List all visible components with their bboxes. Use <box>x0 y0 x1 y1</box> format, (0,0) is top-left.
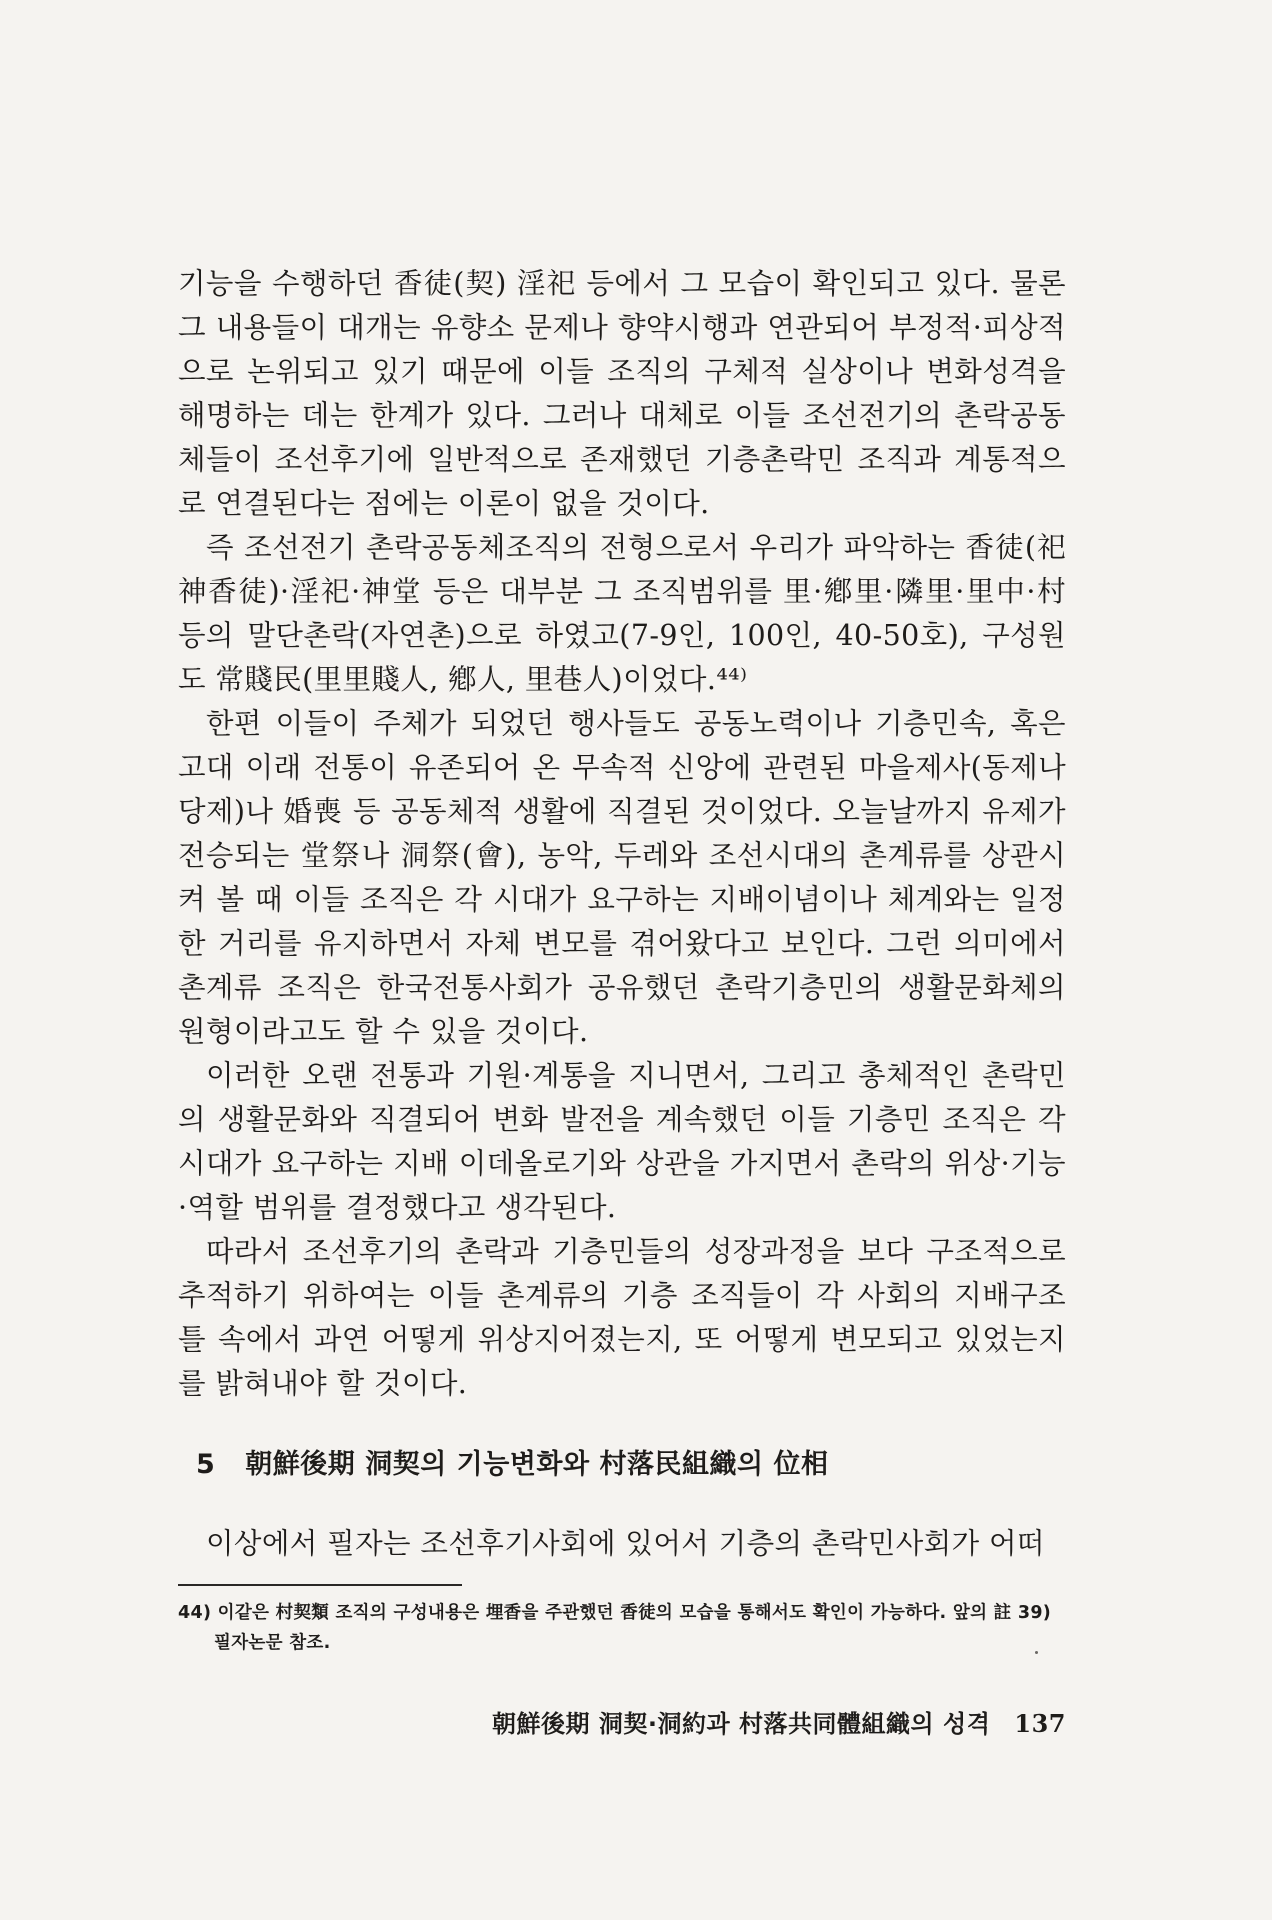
section-heading <box>196 1442 828 1481</box>
section-title: 朝鮮後期 洞契의 기능변화와 村落民組織의 位相 <box>245 1449 829 1480</box>
body-paragraph-4: 이러한 오랜 전통과 기원·계통을 지니면서, 그리고 총체적인 촌락민의 생활문화와 직결되어 변화 발전을 계속했던 이들 기층민 조직은 각 시대가 요구하는 지배 이데올로기와 상관을 가지면서 촌락의 위상·기능·역할 범위를 결정했다고 생각된다. <box>178 1059 1066 1224</box>
body-paragraph-2: 즉 조선전기 촌락공동체조직의 전형으로서 우리가 파악하는 香徒(祀神香徒)·淫祀·神堂 등은 대부분 그 조직범위를 里·鄕里·隣里·里中·村 등의 말단촌락(자연촌)으로 하였고(7-9인, 100인, 40-50호), 구성원도 常賤民(里里賤人, 鄕人, 里巷人)이었다.⁴⁴⁾ <box>178 531 1066 696</box>
page-number: 137 <box>1014 1709 1066 1738</box>
footnote-divider <box>178 1584 462 1586</box>
body-paragraph-3: 한편 이들이 주체가 되었던 행사들도 공동노력이나 기층민속, 혹은 고대 이래 전통이 유존되어 온 무속적 신앙에 관련된 마을제사(동제나 당제)나 婚喪 등 공동체적 생활에 직결된 것이었다. 오늘날까지 유제가 전승되는 堂祭나 洞祭(會), 농악, 두레와 조선시대의 촌계류를 상관시켜 볼 때 이들 조직은 각 시대가 요구하는 지배이념이나 체계와는 일정한 거리를 유지하면서 자체 변모를 겪어왔다고 보인다. 그런 의미에서 촌계류 조직은 한국전통사회가 공유했던 촌락기층민의 생활문화체의 원형이라고도 할 수 있을 것이다. <box>178 707 1066 1048</box>
print-speck <box>1035 1651 1038 1654</box>
body-paragraph-1: 기능을 수행하던 香徒(契) 淫祀 등에서 그 모습이 확인되고 있다. 물론 그 내용들이 대개는 유향소 문제나 향약시행과 연관되어 부정적·피상적으로 논위되고 있기 때문에 이들 조직의 구체적 실상이나 변화성격을 해명하는 데는 한계가 있다. 그러나 대체로 이들 조선전기의 촌락공동체들이 조선후기에 일반적으로 존재했던 기층촌락민 조직과 계통적으로 연결된다는 점에는 이론이 없을 것이다. <box>178 267 1066 520</box>
footnote-44: 44) 이같은 村契類 조직의 구성내용은 埋香을 주관했던 香徒의 모습을 통해서도 확인이 가능하다. 앞의 註 39) 필자논문 참조. <box>178 1603 1052 1653</box>
section-number: 5 <box>196 1449 216 1480</box>
body-text <box>178 262 1066 1406</box>
running-footer-title: 朝鮮後期 洞契·洞約과 村落共同體組織의 성격 <box>491 1710 991 1738</box>
body-paragraph-5: 따라서 조선후기의 촌락과 기층민들의 성장과정을 보다 구조적으로 추적하기 위하여는 이들 촌계류의 기층 조직들이 각 사회의 지배구조 틀 속에서 과연 어떻게 위상지어졌는지, 또 어떻게 변모되고 있었는지를 밝혀내야 할 것이다. <box>178 1235 1066 1400</box>
section-first-line: 이상에서 필자는 조선후기사회에 있어서 기층의 촌락민사회가 어떠 <box>206 1527 1045 1560</box>
running-footer <box>492 1704 1066 1739</box>
